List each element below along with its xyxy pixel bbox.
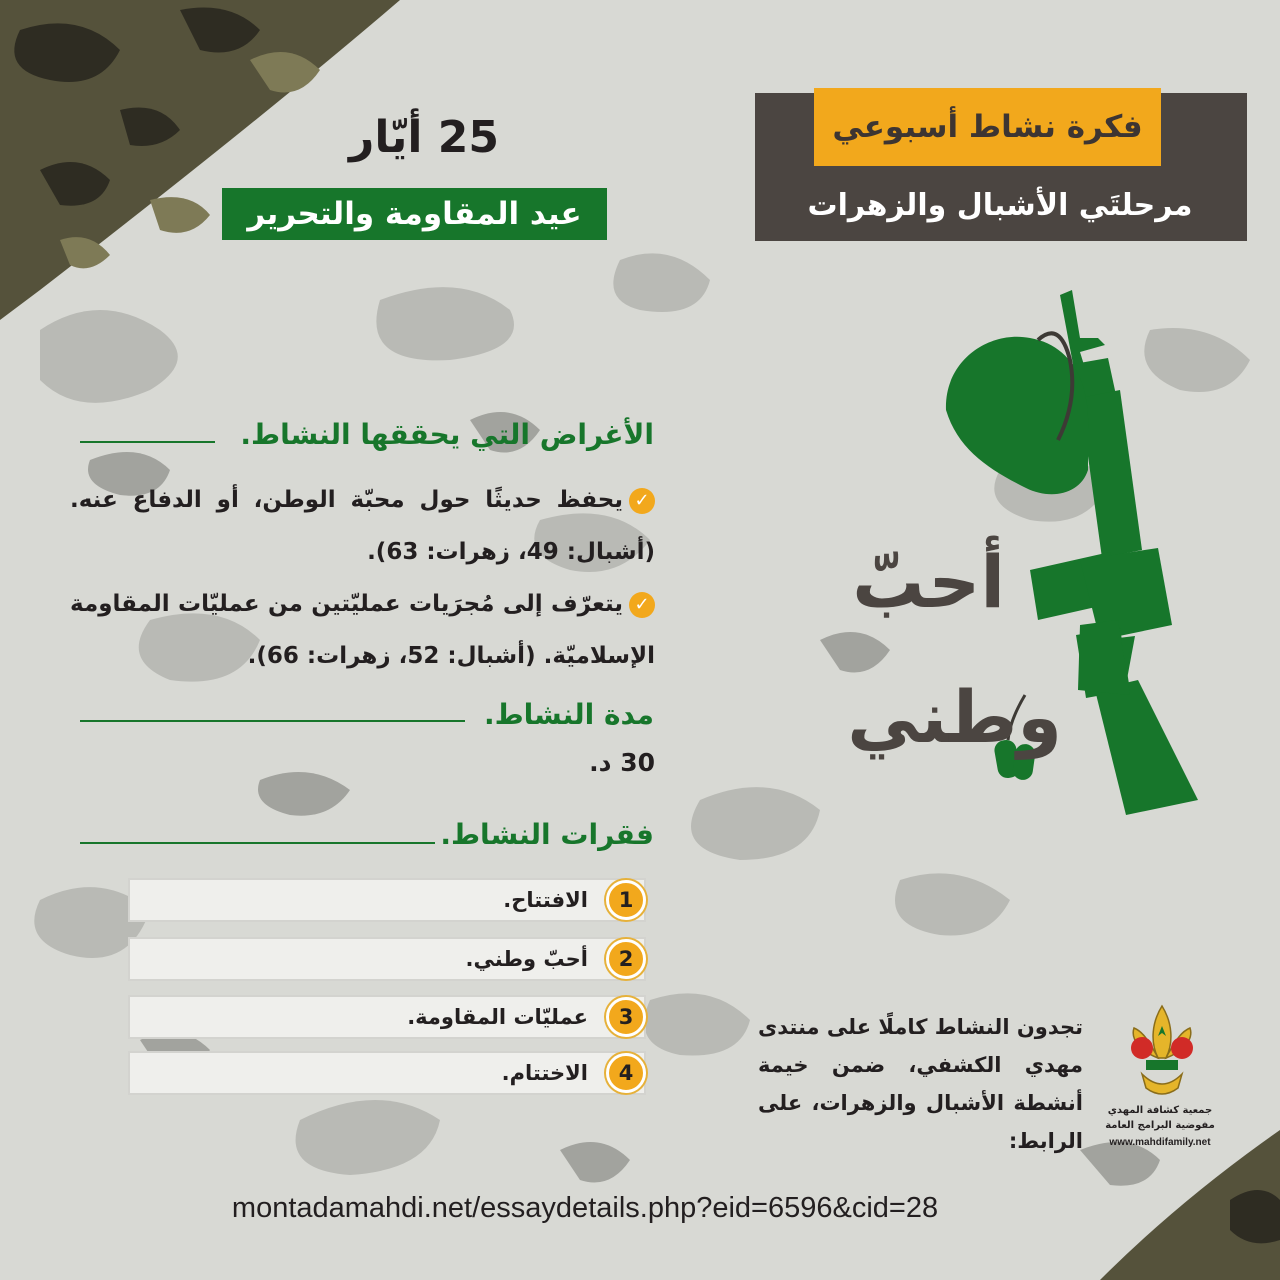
logo-department: مفوضية البرامج العامة — [1105, 1120, 1215, 1131]
weekly-activity-ribbon: فكرة نشاط أسبوعي — [814, 88, 1161, 166]
step-item-1 — [128, 878, 646, 922]
occasion-date: 25 أيّار — [348, 112, 499, 163]
goals-title-rule — [80, 441, 215, 443]
activity-title-line1: أحبّ — [852, 540, 1005, 624]
step-item-2 — [128, 937, 646, 981]
activity-title-line2: وطني — [847, 675, 1062, 759]
step-label: الاختتام. — [501, 1061, 588, 1085]
step-number-badge: 1 — [606, 880, 646, 920]
duration-title-rule — [80, 720, 465, 722]
goals-title: الأغراض التي يحققها النشاط. — [240, 418, 654, 451]
goal-item-1 — [70, 474, 655, 578]
step-label: عمليّات المقاومة. — [407, 1005, 588, 1029]
step-label: أحبّ وطني. — [465, 947, 588, 971]
step-label: الافتتاح. — [503, 888, 588, 912]
footer-note: تجدون النشاط كاملًا على منتدى مهدي الكشفي، ضمن خيمة أنشطة الأشبال والزهرات، على الرابط: — [758, 1015, 1083, 1153]
scouts-logo-icon — [1122, 1002, 1202, 1102]
step-number-badge: 4 — [606, 1053, 646, 1093]
duration-value: 30 د. — [589, 748, 655, 777]
check-icon: ✓ — [629, 488, 655, 514]
steps-title-rule — [80, 842, 435, 844]
duration-title: مدة النشاط. — [483, 698, 654, 731]
goal-item-2 — [70, 578, 655, 682]
step-number-badge: 3 — [606, 997, 646, 1037]
check-icon: ✓ — [629, 592, 655, 618]
goal-item-1-text: يحفظ حديثًا حول محبّة الوطن، أو الدفاع عنه. (أشبال: 49، زهرات: 63). — [70, 487, 655, 565]
step-item-3 — [128, 995, 646, 1039]
steps-title: فقرات النشاط. — [440, 818, 654, 851]
goal-item-2-text: يتعرّف إلى مُجرَيات عمليّتين من عمليّات المقاومة الإسلاميّة. (أشبال: 52، زهرات: 66). — [70, 591, 655, 669]
stages-subtitle: مرحلتَي الأشبال والزهرات — [807, 187, 1193, 223]
logo-org-name: جمعية كشافة المهدي — [1107, 1105, 1213, 1116]
step-number-badge: 2 — [606, 939, 646, 979]
activity-url-link[interactable]: montadamahdi.net/essaydetails.php?eid=6596&cid=28 — [231, 1192, 939, 1224]
logo-website: www.mahdifamily.net — [1109, 1137, 1211, 1148]
occasion-name: عيد المقاومة والتحرير — [222, 188, 607, 240]
step-item-4 — [128, 1051, 646, 1095]
